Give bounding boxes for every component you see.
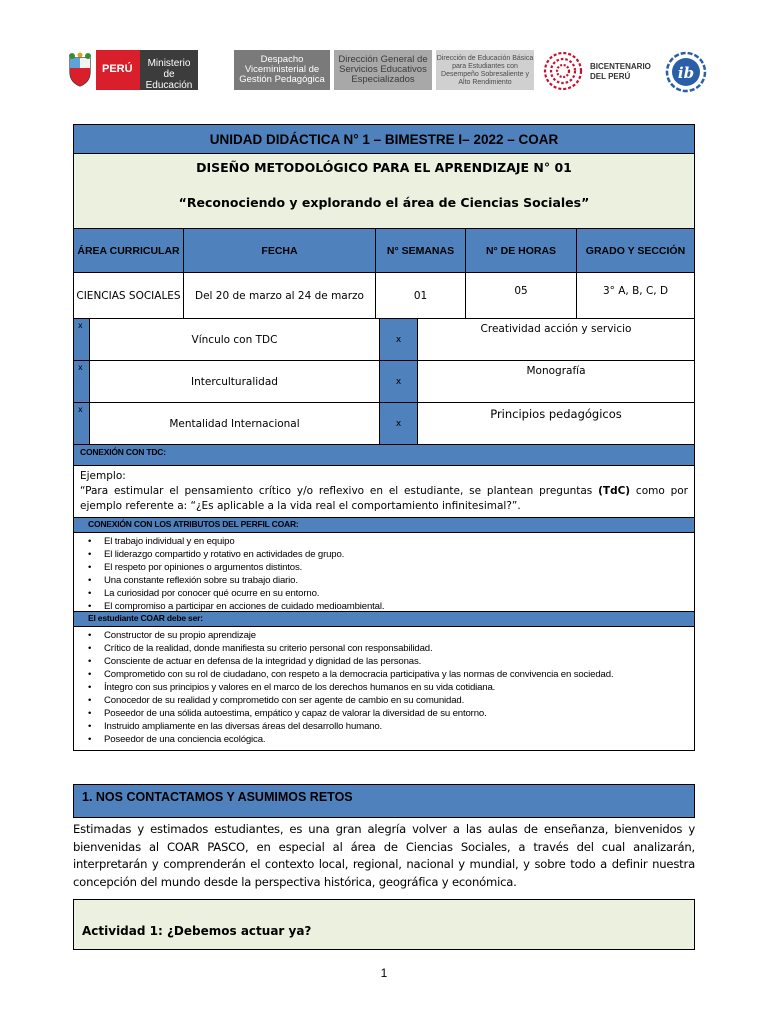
student-label: El estudiante COAR debe ser: (88, 613, 203, 623)
list-item: • Constructor de su propio aprendizaje (74, 629, 694, 642)
info-values-row (73, 273, 695, 319)
option-label: Principios pedagógicos (490, 407, 622, 421)
section-title: 1. NOS CONTACTAMOS Y ASUMIMOS RETOS (73, 784, 695, 818)
unit-title: UNIDAD DIDÁCTICA N° 1 – BIMESTRE I– 2022 – COAR (209, 131, 559, 147)
option-label: Vínculo con TDC (90, 319, 380, 360)
tdc-example (73, 466, 695, 518)
design-row (73, 154, 695, 229)
value-semanas: 01 (376, 273, 466, 318)
design-subtitle: DISEÑO METODOLÓGICO PARA EL APRENDIZAJE N° 01 (196, 160, 572, 175)
list-item: • El trabajo individual y en equipo (74, 535, 694, 548)
attributes-box (73, 533, 695, 612)
list-item: • Instruido ampliamente en las diversas áreas del desarrollo humano. (74, 720, 694, 733)
tdc-example-title: Ejemplo: (80, 470, 126, 482)
header-grado: GRADO Y SECCIÓN (585, 244, 686, 257)
attributes-label-bar (73, 518, 695, 533)
header-area: ÁREA CURRICULAR (74, 229, 184, 272)
despacho-label: Despacho Viceministerial de Gestión Pedagógica (234, 50, 330, 90)
unit-table (73, 124, 695, 751)
peru-brand (96, 50, 198, 90)
list-item: • El respeto por opiniones o argumentos distintos. (74, 561, 694, 574)
tdc-label: CONEXIÓN CON TDC: (80, 447, 166, 457)
list-item: • Crítico de la realidad, donde manifiesta su criterio personal con responsabilidad. (74, 642, 694, 655)
option-label: Monografía (526, 365, 586, 377)
student-label-bar (73, 612, 695, 627)
intro-paragraph: Estimadas y estimados estudiantes, es una gran alegría volver a las aulas de enseñanza, bienvenidos y bienvenidas al COAR PASCO, en especial al área de Ciencias Sociales, a través del cual analizarán, interpretarán y comprenderán el contexto local, regional, nacional y mundial, y sobre todo a definir nuestra concepción del mundo desde la perspectiva histórica, geográfica y económica. (73, 822, 695, 889)
option-label: Mentalidad Internacional (90, 403, 380, 444)
page-number: 1 (380, 966, 388, 980)
unit-title-row (73, 124, 695, 154)
attributes-list (74, 535, 694, 613)
student-list (74, 629, 694, 746)
option-mark: x (380, 319, 418, 360)
option-row (73, 403, 695, 445)
list-item: • Consciente de actuar en defensa de la integridad y dignidad de las personas. (74, 655, 694, 668)
option-row (73, 361, 695, 403)
option-mark: x (74, 319, 90, 360)
list-item: • Una constante reflexión sobre su trabajo diario. (74, 574, 694, 587)
header-horas: N° DE HORAS (466, 229, 577, 272)
bicentenario-label: BICENTENARIO DEL PERÚ (590, 62, 651, 81)
header-semanas: N° SEMANAS (376, 229, 466, 272)
list-item: • Poseedor de una conciencia ecológica. (74, 733, 694, 746)
ib-logo-icon (664, 50, 708, 94)
bicentenario-logo-icon (540, 50, 586, 92)
list-item: • Conocedor de su realidad y comprometido con ser agente de cambio en su comunidad. (74, 694, 694, 707)
option-label: Creatividad acción y servicio (480, 323, 632, 335)
list-item: • Poseedor de una sólida autoestima, empático y capaz de valorar la diversidad de su entorno. (74, 707, 694, 720)
list-item: • El compromiso a participar en acciones de cuidado medioambiental. (74, 600, 694, 613)
option-row (73, 319, 695, 361)
design-theme: “Reconociendo y explorando el área de Ciencias Sociales” (178, 195, 590, 210)
student-box (73, 627, 695, 751)
peru-label: PERÚ (102, 63, 133, 75)
value-horas: 05 (466, 273, 577, 318)
option-mark: x (74, 403, 90, 444)
option-mark: x (380, 403, 418, 444)
direccion-basica-label: Dirección de Educación Básica para Estudiantes con Desempeño Sobresaliente y Alto Rendimiento (436, 50, 534, 90)
direccion-general-label: Dirección General de Servicios Educativos Especializados (334, 50, 432, 90)
tdc-label-bar (73, 445, 695, 466)
list-item: • Íntegro con sus principios y valores en el marco de los derechos humanos en su vida cotidiana. (74, 681, 694, 694)
value-fecha: Del 20 de marzo al 24 de marzo (184, 273, 376, 318)
peru-shield-icon (66, 52, 94, 88)
header-fecha: FECHA (184, 229, 376, 272)
list-item: • Comprometido con su rol de ciudadano, con respeto a la democracia participativa y las normas de convivencia en sociedad. (74, 668, 694, 681)
activity-title: Actividad 1: ¿Debemos actuar ya? (73, 899, 695, 950)
value-grado: 3° A, B, C, D (602, 285, 669, 297)
tdc-example-text: “Para estimular el pensamiento crítico y/o reflexivo en el estudiante, se plantean preguntas (TdC) como por ejemplo referente a: “¿Es aplicable a la vida real el comportamiento infinitesimal?”. (80, 485, 688, 512)
info-header-row (73, 229, 695, 273)
attributes-label: CONEXIÓN CON LOS ATRIBUTOS DEL PERFIL COAR: (88, 519, 299, 529)
option-label: Interculturalidad (90, 361, 380, 402)
ib-label: ib (677, 64, 695, 82)
option-mark: x (380, 361, 418, 402)
option-mark: x (74, 361, 90, 402)
ministerio-label: Ministerio de Educación (140, 50, 198, 90)
list-item: • La curiosidad por conocer qué ocurre en su entorno. (74, 587, 694, 600)
list-item: • El liderazgo compartido y rotativo en actividades de grupo. (74, 548, 694, 561)
value-area: CIENCIAS SOCIALES (74, 273, 184, 318)
bicentenario-logo (540, 50, 660, 92)
header-logos (66, 50, 716, 92)
